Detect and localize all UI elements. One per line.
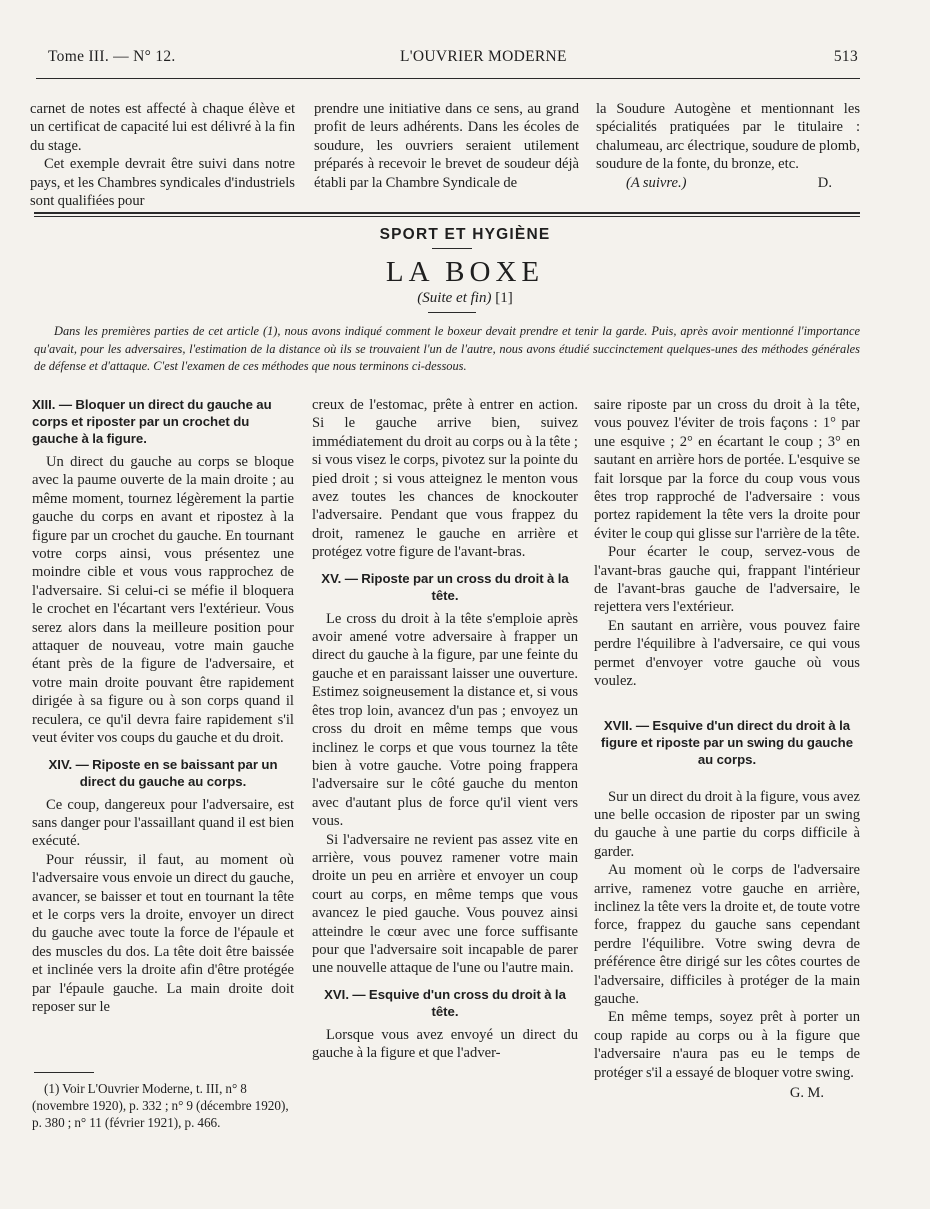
section-double-rule [34,212,860,214]
page-number: 513 [833,48,858,65]
footnote-rule [34,1072,94,1073]
paragraph: Lorsque vous avez envoyé un direct du gauche à la figure et que l'adver- [312,1026,578,1062]
paragraph: Ce coup, dangereux pour l'adversaire, est sans danger pour l'assaillant quand il est bien exécuté. [32,796,294,850]
heading-xvii: XVII. — Esquive d'un direct du droit à la figure et riposte par un swing du gauche au corps. [600,717,854,767]
paragraph: saire riposte par un cross du droit à la tête, vous pouvez l'éviter de trois façons : 1° par une esquive ; 2° en écartant le coup ; 3° en sautant en arrière hors de portée. L'esquive se fait lorsque par la force du coup vous vous êtes trop rapproché de l'adversaire : vous portez rapidement la tête vers la droite pour éviter le coup qui glisse sur l'arrière de la tête. [594,397,860,542]
header-rule [36,78,860,79]
article-subtitle [0,290,930,307]
heading-xiii: XIII. — Bloquer un direct du gauche au corps et riposter par un crochet du gauche à la figure. [32,397,272,446]
heading-xvi: XVI. — Esquive d'un cross du droit à la tête. [324,986,566,1019]
article-title: LA BOXE [385,256,545,288]
volume-issue: Tome III. — N° 12. [48,48,176,65]
article-intro: Dans les premières parties de cet article (1), nous avons indiqué comment le boxeur devait prendre et tenir la garde. Puis, après avoir mentionné l'importance qu'avait, pour les adversaires, l'estimation de la distance où ils se trouvaient l'un de l'autre, nous avons étudié succinctement quelques-unes des méthodes générales de défense et d'attaque. C'est l'examen de ces méthodes que nous terminons ci-dessous. [34,324,860,373]
subtitle-footnote-ref: [1] [495,290,513,306]
paragraph: prendre une initiative dans ce sens, au grand profit de leurs adhérents. Dans les écoles de soudure, les ouvriers seraient utilement préparés à recevoir le brevet de soudeur déjà établi par la Chambre Syndicale de [314,101,579,191]
top-column-1 [30,100,295,210]
to-be-continued: (A suivre.) [626,174,687,191]
top-column-2 [314,100,579,192]
signature: D. [817,174,832,191]
running-head [40,48,858,72]
article-column-1 [32,396,294,1016]
paragraph: En sautant en arrière, vous pouvez faire perdre l'équilibre à l'adversaire, ce qui vous permet d'envoyer votre gauche où vous voulez. [594,617,860,690]
paragraph: Pour écarter le coup, servez-vous de l'avant-bras gauche qui, frappant l'intérieur de l'avant-bras gauche de l'adversaire, le rejettera vers l'extérieur. [594,544,860,616]
heading-xiv: XIV. — Riposte en se baissant par un direct du gauche au corps. [48,756,278,789]
paragraph: Cet exemple devrait être suivi dans notre pays, et les Chambres syndicales d'industriels sont qualifiées pour [30,156,295,210]
top-column-3 [596,100,860,192]
paragraph: Le cross du droit à la tête s'emploie après avoir amené votre adversaire à frapper un direct du gauche à la figure, par une feinte du gauche et en paraissant laisser une ouverture. Estimez soigneusement la distance et, si vous êtes trop loin, avancez d'un pas ; envoyez un cross du droit en même temps que vous inclinez le corps et que vous tournez la tête bien à votre gauche. Votre poing frappera l'adversaire sur le côté gauche du menton avec d'autant plus de force qu'il vient vers vous. [312,610,578,830]
paragraph: En même temps, soyez prêt à porter un coup rapide au corps ou à la figure que l'adversaire n'aura pas eu le temps de protéger s'il a essayé de bloquer votre swing. [594,1009,860,1081]
section-double-rule [34,216,860,217]
paragraph: Pour réussir, il faut, au moment où l'adversaire vous envoie un direct du gauche, avancer, se baisser et tout en tournant la tête et le corps vers la droite, envoyer un direct du gauche avec toute la force de l'épaule et des muscles du dos. La tête doit être baissée et inclinée vers la droite afin d'être protégée par l'épaule gauche. La main droite doit reposer sur le [32,851,294,1015]
paragraph: carnet de notes est affecté à chaque élève et un certificat de capacité lui est délivré à la fin du stage. [30,101,295,154]
paragraph: Au moment où le corps de l'adversaire arrive, ramenez votre gauche en arrière, inclinez la tête vers la droite et, de toute votre force, frappez du gauche sans cependant perdre l'équilibre. Votre swing devra de préférence être dirigé sur les côtes courtes de l'adversaire, difficiles à protéger de la main gauche. [594,862,860,1007]
subtitle-text: (Suite et fin) [417,290,492,306]
footnote [32,1080,294,1131]
paragraph: creux de l'estomac, prête à entrer en action. Si le gauche arrive bien, suivez immédiatement du droit au corps ou à la tête ; si vous visez le corps, pivotez sur la pointe du pied droit ; si vous atteignez le menton vous avez toutes les chances de knockouter l'adversaire. Pendant que vous frappez du droit, ramenez le gauche en arrière et protégez votre figure de l'avant-bras. [312,397,578,561]
kicker-rule [432,248,472,249]
paragraph: la Soudure Autogène et mentionnant les spécialités pratiquées par le titulaire : chalumeau, arc électrique, soudure de plomb, soudure de la fonte, du bronze, etc. [596,101,860,173]
section-heading: SPORT ET HYGIÈNE [379,226,551,243]
article-signature: G. M. [789,1085,824,1101]
paragraph: Un direct du gauche au corps se bloque avec la paume ouverte de la main droite ; au même moment, tournez légèrement la partie gauche du corps en avant et ripostez à la figure par un crochet du gauche. En tournant votre corps ainsi, vous présentez une moindre cible et vous vous rapprochez de l'adversaire. Si celui-ci se méfie il bloquera le crochet en l'écartant vers l'extérieur. Vous serez alors dans la meilleure position pour attaquer de nouveau, votre main gauche étant près de la figure de l'adversaire, et votre main droite pouvant être rapidement dirigée à sa figure ou à son corps quand il reculera, ce qu'il devra faire rapidement s'il veut éviter vos coups du gauche et du droit. [32,454,294,747]
heading-xv: XV. — Riposte par un cross du droit à la tête. [321,570,569,603]
title-rule [428,312,476,313]
paragraph: Sur un direct du droit à la figure, vous avez une belle occasion de riposter par un swing du gauche à une partie du corps difficile à garder. [594,788,860,860]
article-column-2 [312,396,578,1063]
article-column-3 [594,396,860,1102]
continuation-line [596,174,860,192]
footnote-text: (1) Voir L'Ouvrier Moderne, t. III, n° 8 (novembre 1920), p. 332 ; n° 9 (décembre 1920), p. 380 ; n° 11 (février 1921), p. 466. [32,1081,289,1130]
journal-title: L'OUVRIER MODERNE [400,48,567,65]
paragraph: Si l'adversaire ne revient pas assez vite en arrière, vous pouvez ramener votre main droite un peu en arrière et envoyer un coup court au corps, en même temps que vous avancez le pied gauche. Vous pouvez ainsi atteindre le cœur avec une force suffisante pour que l'adversaire soit incapable de parer une nouvelle attaque de l'une ou l'autre main. [312,831,578,977]
